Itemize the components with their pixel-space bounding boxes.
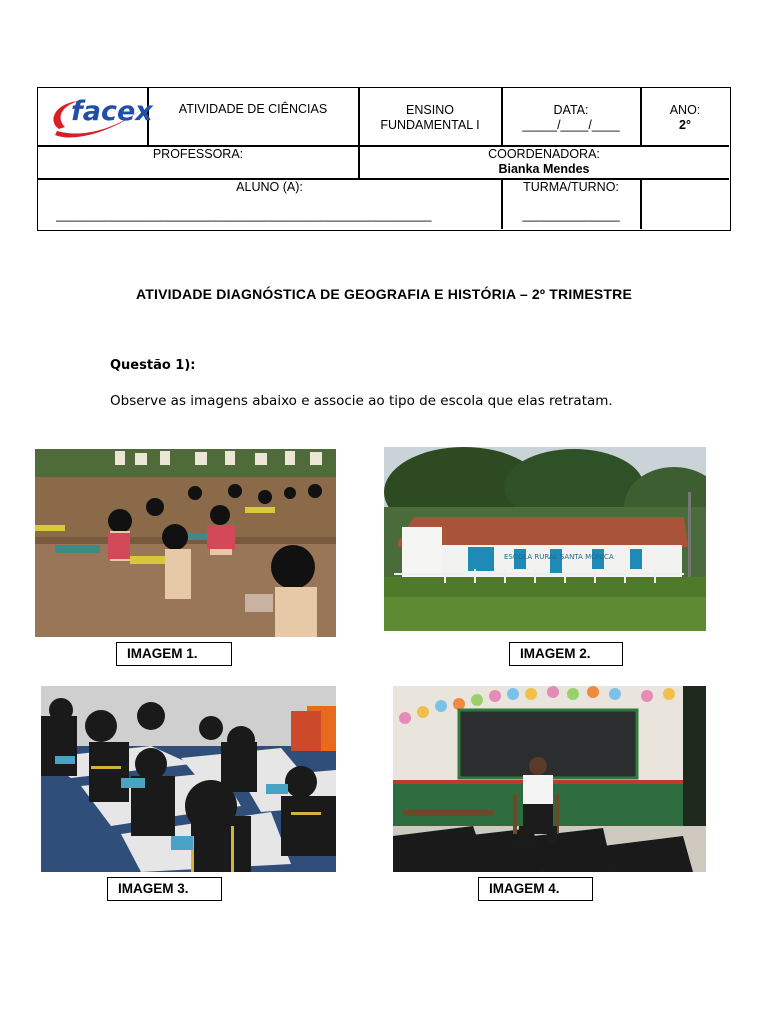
- coordinator-cell: [359, 147, 729, 177]
- level-line-1: ENSINO: [406, 103, 454, 117]
- image-3-caption: IMAGEM 3.: [107, 877, 222, 901]
- facex-logo: [45, 91, 153, 143]
- level-line-2: FUNDAMENTAL I: [380, 118, 480, 132]
- question-text: Observe as imagens abaixo e associe ao tipo de escola que elas retratam.: [110, 393, 613, 409]
- logo-text: facex: [71, 96, 153, 127]
- student-name-blank[interactable]: ______________________________________________________: [56, 208, 432, 222]
- date-blank[interactable]: _____/____/____: [522, 118, 620, 132]
- image-4: [393, 686, 706, 872]
- teacher-label: PROFESSORA:: [152, 147, 244, 161]
- subject-cell: ATIVIDADE DE CIÊNCIAS: [178, 102, 328, 116]
- date-label: DATA:: [553, 103, 589, 117]
- year-label: ANO:: [669, 103, 701, 117]
- image-4-caption: IMAGEM 4.: [478, 877, 593, 901]
- year-value: 2°: [679, 118, 691, 132]
- worksheet-title: ATIVIDADE DIAGNÓSTICA DE GEOGRAFIA E HISTÓRIA – 2º TRIMESTRE: [136, 286, 632, 302]
- class-blank[interactable]: ______________: [522, 208, 620, 222]
- year-cell: [641, 103, 729, 133]
- image-2: [384, 447, 706, 631]
- level-cell: [359, 103, 501, 133]
- date-cell: [502, 103, 640, 133]
- class-label: TURMA/TURNO:: [523, 180, 619, 194]
- student-label: ALUNO (A):: [236, 180, 303, 194]
- image-2-caption: IMAGEM 2.: [509, 642, 623, 666]
- school-sign: ESCOLA RURAL SANTA MÔNICA: [504, 553, 614, 561]
- coordinator-name: Bianka Mendes: [498, 162, 590, 176]
- coordinator-label: COORDENADORA:: [488, 147, 600, 161]
- question-label: Questão 1):: [110, 358, 196, 373]
- image-1-caption: IMAGEM 1.: [116, 642, 232, 666]
- image-3: [41, 686, 336, 872]
- image-1: [35, 449, 336, 637]
- header-table: [37, 87, 731, 231]
